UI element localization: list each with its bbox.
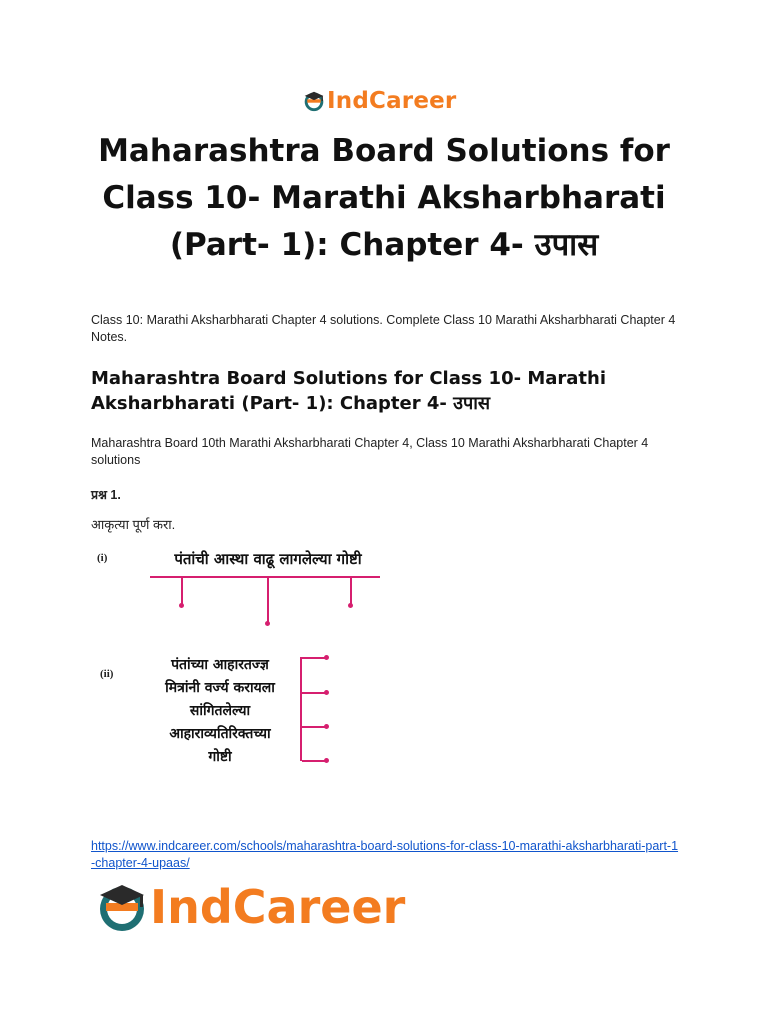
diagram-2-line: सांगितलेल्या (189, 703, 251, 719)
diagram-1-numeral: (i) (97, 552, 108, 564)
diagram-2-branch (302, 760, 326, 762)
graduation-cap-icon (303, 90, 325, 112)
section-paragraph: Maharashtra Board 10th Marathi Aksharbharati Chapter 4, Class 10 Marathi Aksharbharati Chapter 4 solutions (91, 436, 649, 467)
graduation-cap-icon (96, 881, 148, 933)
diagram-1-main-line (150, 576, 380, 578)
diagram-2-numeral: (ii) (100, 668, 114, 680)
diagram-2-line: पंतांच्या आहारतज्ज्ञ (171, 657, 269, 673)
diagram-2-line: आहाराव्यतिरिक्तच्या (169, 726, 271, 742)
source-link[interactable]: https://www.indcareer.com/schools/maharashtra-board-solutions-for-class-10-marathi-aksharbharati-part-1-chapter-4-upaas/ (91, 839, 679, 870)
diagram-2-branch (302, 657, 326, 659)
diagram-1-branch-end (265, 621, 270, 626)
diagram-1-branch (350, 578, 352, 604)
logo-text: IndCareer (327, 88, 457, 114)
diagram-1-branch-end (179, 603, 184, 608)
diagram-2-text (140, 654, 300, 769)
diagram-2-branch (302, 726, 326, 728)
page-title: Maharashtra Board Solutions for Class 10- Marathi Aksharbharati (Part- 1): Chapter 4- उपास (98, 133, 670, 263)
diagram-1-branch-end (348, 603, 353, 608)
diagram-2-line: गोष्टी (208, 749, 232, 765)
question-instruction: आकृत्या पूर्ण करा. (91, 517, 176, 532)
diagram-1-branch (181, 578, 183, 604)
diagram-2-branch (302, 692, 326, 694)
diagram-1-title: पंतांची आस्था वाढू लागलेल्या गोष्टी (174, 550, 362, 568)
diagram-2-branch-end (324, 690, 329, 695)
indcareer-logo-top (303, 88, 456, 114)
diagram-2-branch-end (324, 758, 329, 763)
intro-paragraph: Class 10: Marathi Aksharbharati Chapter 4 solutions. Complete Class 10 Marathi Aksharbharati Chapter 4 Notes. (91, 313, 676, 344)
question-label: प्रश्न 1. (91, 488, 121, 502)
section-heading: Maharashtra Board Solutions for Class 10- Marathi Aksharbharati (Part- 1): Chapter 4- उपास (91, 368, 606, 414)
diagram-2-spine (300, 657, 302, 761)
diagram-2-branch-end (324, 724, 329, 729)
logo-text: IndCareer (150, 880, 406, 934)
indcareer-logo-bottom (96, 880, 405, 934)
diagram-2-line: मित्रांनी वर्ज्य करायला (165, 680, 275, 696)
diagram-2-branch-end (324, 655, 329, 660)
diagram-1-branch (267, 578, 269, 622)
